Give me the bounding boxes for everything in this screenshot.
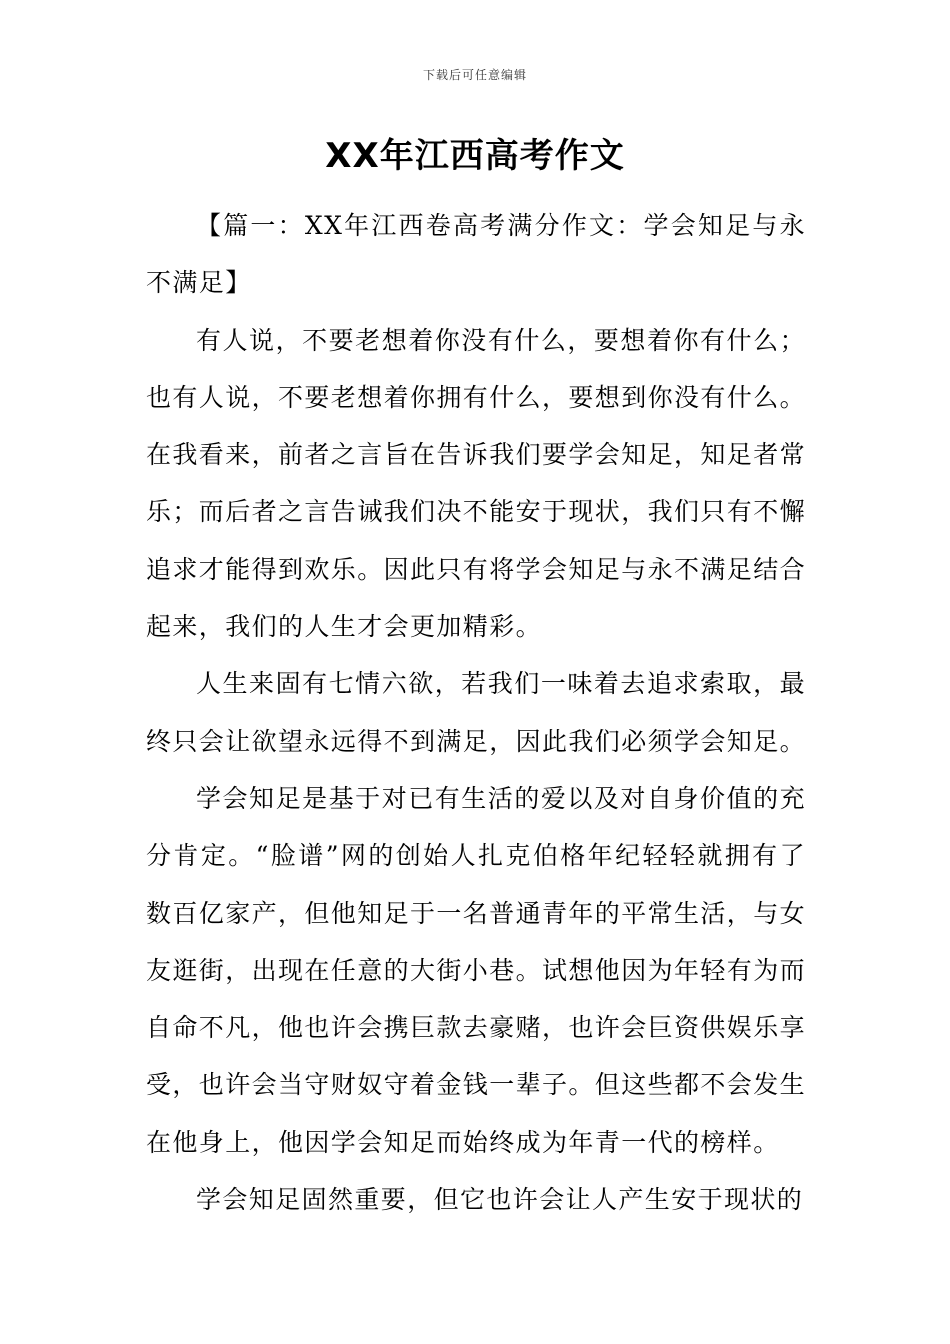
paragraph: 有人说，不要老想着你没有什么，要想着你有什么；也有人说，不要老想着你拥有什么，要想到你没有什么。在我看来，前者之言旨在告诉我们要学会知足，知足者常乐；而后者之言告诫我们决不能安于现状，我们只有不懈追求才能得到欢乐。因此只有将学会知足与永不满足结合起来，我们的人生才会更加精彩。 xyxy=(146,325,807,642)
section-heading: 【篇一：XX年江西卷高考满分作文：学会知足与永不满足】 xyxy=(146,211,806,298)
document-body xyxy=(146,197,806,1228)
paragraph: 学会知足是基于对已有生活的爱以及对自身价值的充分肯定。“脸谱”网的创始人扎克伯格年纪轻轻就拥有了数百亿家产，但他知足于一名普通青年的平常生活，与女友逛街，出现在任意的大街小巷。试想他因为年轻有为而自命不凡，他也许会携巨款去豪赌，也许会巨资供娱乐享受，也许会当守财奴守着金钱一辈子。但这些都不会发生在他身上，他因学会知足而始终成为年青一代的榜样。 xyxy=(146,783,807,1157)
paragraph: 学会知足固然重要，但它也许会让人产生安于现状的 xyxy=(196,1185,804,1215)
document-title: XX年江西高考作文 xyxy=(325,136,625,176)
header-note: 下载后可任意编辑 xyxy=(422,68,527,82)
paragraph: 人生来固有七情六欲，若我们一味着去追求索取，最终只会让欲望永远得不到满足，因此我们必须学会知足。 xyxy=(146,669,807,756)
